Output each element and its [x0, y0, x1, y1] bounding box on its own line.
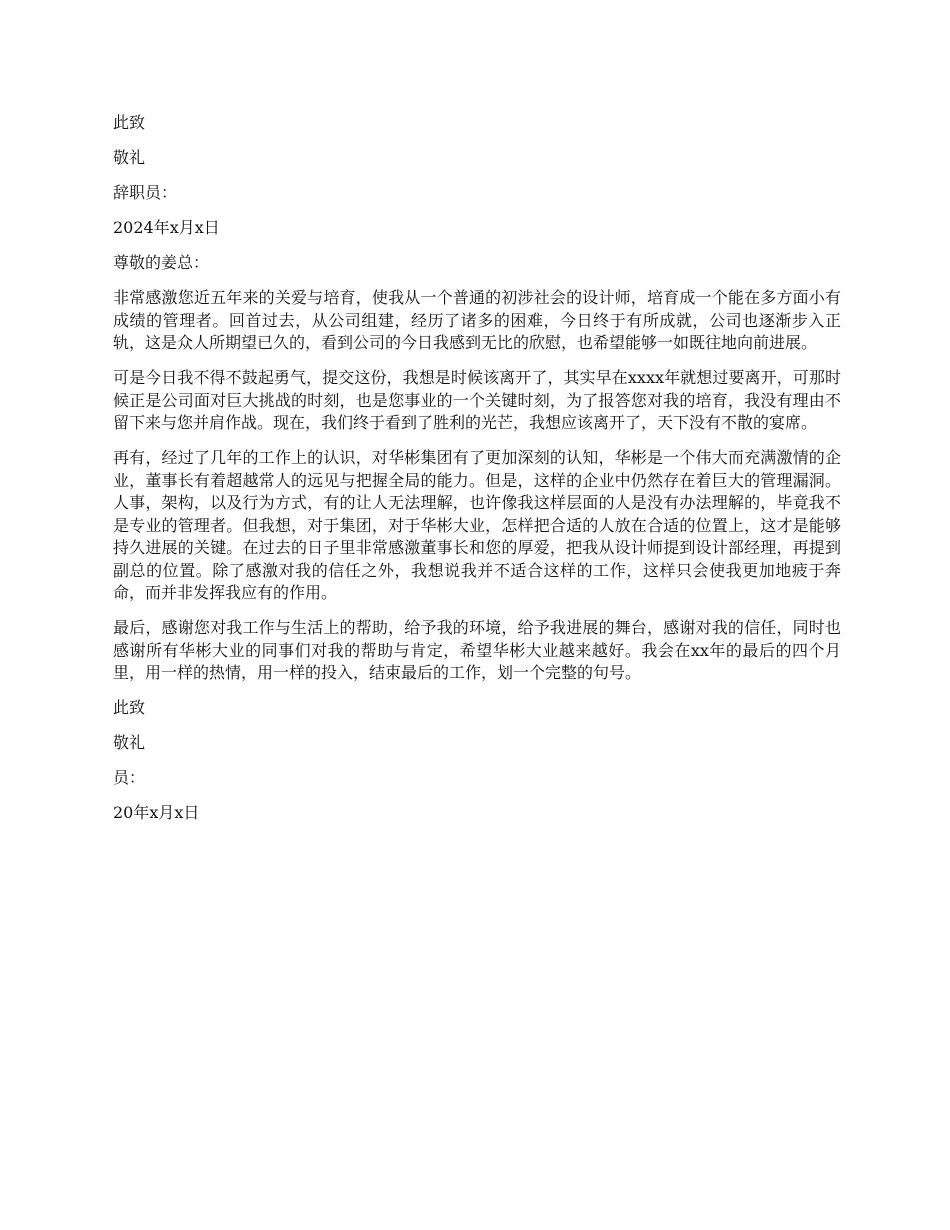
paragraph-resignation: 可是今日我不得不鼓起勇气，提交这份，我想是时候该离开了，其实早在xxxx年就想过要离开，可那时候正是公司面对巨大挑战的时刻，也是您事业的一个关键时刻，为了报答您对我的培育，我没有理由不留下来与您并肩作战。现在，我们终于看到了胜利的光芒，我想应该离开了，天下没有不散的宴席。	[113, 368, 841, 432]
paragraph-gratitude: 非常感激您近五年来的关爱与培育，使我从一个普通的初涉社会的设计师，培育成一个能在多方面小有成绩的管理者。回首过去，从公司组建，经历了诸多的困难，今日终于有所成就，公司也逐渐步入正轨，这是众人所期望已久的，看到公司的今日我感到无比的欣慰，也希望能够一如既往地向前进展。	[113, 288, 841, 352]
bottom-closing: 此致	[113, 698, 146, 717]
paragraph-reflection: 再有，经过了几年的工作上的认识，对华彬集团有了更加深刻的认知，华彬是一个伟大而充满激情的企业，董事长有着超越常人的远见与把握全局的能力。但是，这样的企业中仍然存在着巨大的管理漏洞。人事，架构，以及行为方式，有的让人无法理解，也许像我这样层面的人是没有办法理解的，毕竟我不是专业的管理者。但我想，对于集团，对于华彬大业，怎样把合适的人放在合适的位置上，这才是能够持久进展的关键。在过去的日子里非常感激董事长和您的厚爱，把我从设计师提到设计部经理，再提到副总的位置。除了感激对我的信任之外，我想说我并不适合这样的工作，这样只会使我更加地疲于奔命，而并非发挥我应有的作用。	[113, 448, 841, 602]
letter-body	[113, 112, 841, 837]
bottom-signer: 员：	[113, 768, 146, 787]
bottom-date: 20年x月x日	[113, 803, 200, 822]
top-closing: 此致	[113, 113, 146, 132]
top-signer: 辞职员：	[113, 183, 178, 202]
top-date: 2024年x月x日	[113, 218, 220, 237]
paragraph-closing-thanks: 最后，感谢您对我工作与生活上的帮助，给予我的环境，给予我进展的舞台，感谢对我的信任，同时也感谢所有华彬大业的同事们对我的帮助与肯定，希望华彬大业越来越好。我会在xx年的最后的四个月里，用一样的热情，用一样的投入，结束最后的工作，划一个完整的句号。	[113, 618, 841, 682]
bottom-salute: 敬礼	[113, 733, 146, 752]
greeting: 尊敬的姜总：	[113, 253, 210, 272]
top-salute: 敬礼	[113, 148, 146, 167]
